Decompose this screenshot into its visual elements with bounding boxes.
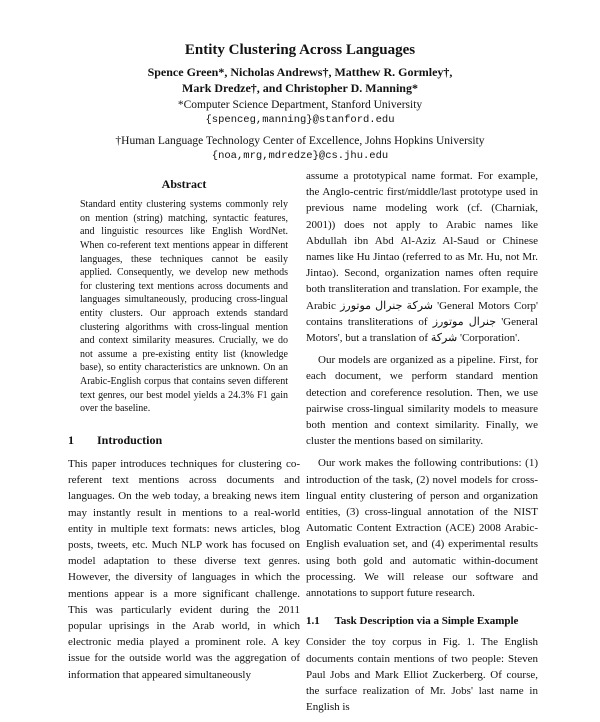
author-line-2: Mark Dredze†, and Christopher D. Manning* bbox=[182, 81, 418, 95]
abstract-heading: Abstract bbox=[161, 177, 207, 191]
subsection-heading-task-description bbox=[306, 613, 538, 629]
author-list bbox=[0, 64, 600, 96]
affiliation-name: †Human Language Technology Center of Excellence, Johns Hopkins University bbox=[115, 135, 485, 147]
abstract-text: Standard entity clustering systems commonly rely on mention (string) matching, syntactic features, and linguistic resources like English WordNet. When co-referent text mentions appear in different languages, these techniques cannot be easily applied. Consequently, we develop new methods for clustering text mentions across documents and languages simultaneously, producing cross-lingual entity clusters. Our approach extends standard clustering algorithms with cross-lingual mention and context similarity measures. Crucially, we do not assume a pre-existing entity list (knowledge base), so entity characteristics are unknown. On an Arabic-English corpus that contains seven different text genres, our best model yields a 24.3% F1 gain over the baseline. bbox=[80, 199, 288, 415]
subsection-title: Task Description via a Simple Example bbox=[334, 615, 519, 628]
affiliation-name: *Computer Science Department, Stanford University bbox=[177, 99, 423, 111]
author-line-1: Spence Green*, Nicholas Andrews†, Matthew R. Gormley†, bbox=[147, 65, 453, 79]
section-number: 1 bbox=[68, 432, 74, 447]
subsection-number: 1.1 bbox=[306, 615, 320, 628]
paper-title: Entity Clustering Across Languages bbox=[184, 42, 416, 58]
paragraph-contributions: Our work makes the following contributions: (1) introduction of the task, (2) novel models for cross-lingual entity clustering of person and organization entities, (3) cross-lingual annotation of the NIST Automatic Content Extraction (ACE) 2008 Arabic-English evaluation set, and (4) experimental results using both gold and automatic within-document processing. We will release our software and annotations to support future research. bbox=[306, 457, 538, 600]
affiliation-stanford bbox=[0, 98, 600, 128]
paragraph-toy-corpus: Consider the toy corpus in Fig. 1. The English documents contain mentions of two people: Steven Paul Jobs and Mark Elliot Zuckerberg. Of course, the surface realization of Mr. Jobs' last name in English is bbox=[306, 636, 538, 714]
left-column bbox=[68, 168, 300, 689]
paragraph-name-formats: assume a prototypical name format. For example, the Anglo-centric first/middle/last prototype used in previous name modeling work (cf. (Charniak, 2001)) does not apply to Arabic names like Abdullah ibn Abd Al-Aziz Al-Saud or Chinese names like Hu Jintao (referred to as Mr. Hu, not Mr. Jintao). Second, organization names often require both transliteration and translation. For example, the Arabic شركة جنرال موتورز 'General Motors Corp' contains transliterations of جنرال موتورز 'General Motors', but a translation of شركة 'Corporation'. bbox=[306, 170, 538, 345]
affiliation-email: {noa,mrg,mdredze}@cs.jhu.edu bbox=[211, 150, 389, 162]
intro-paragraph: This paper introduces techniques for clustering co-referent text mentions across documents and languages. On the web today, a breaking news item may instantly result in mentions to a real-world entity in multiple text formats: news articles, blog posts, tweets, etc. Much NLP work has focused on model adaptation to these diverse text genres. However, the diversity of languages in which the mentions appear is a more significant challenge. This was particularly evident during the 2011 popular uprisings in the Arab world, in which electronic media played a prominent role. A key issue for the outside world was the aggregation of information that appeared simultaneously bbox=[68, 457, 300, 681]
affiliation-jhu bbox=[0, 134, 600, 164]
right-column bbox=[306, 168, 538, 722]
paragraph-pipeline: Our models are organized as a pipeline. First, for each document, we perform standard mention detection and coreference resolution. Then, we use pairwise cross-lingual similarity models to measure both mention and context similarity. Finally, we cluster the mentions based on similarity. bbox=[306, 354, 538, 448]
section-heading-introduction bbox=[68, 432, 300, 448]
section-title: Introduction bbox=[97, 432, 163, 447]
affiliation-email: {spenceg,manning}@stanford.edu bbox=[205, 114, 395, 126]
